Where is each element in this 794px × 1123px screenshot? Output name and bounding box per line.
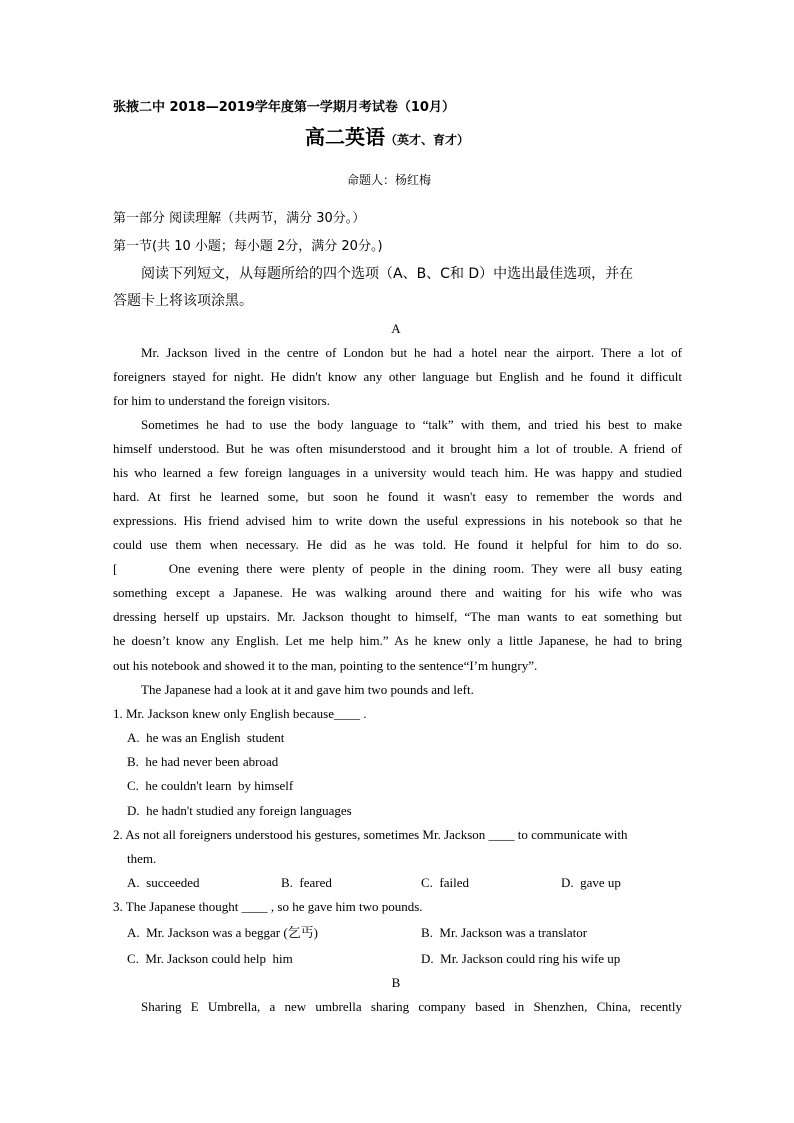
- question-2-stem: 2. As not all foreigners understood his gestures, sometimes Mr. Jackson ____ to communicate with: [113, 827, 628, 842]
- passage-a-line: out his notebook and showed it to the man, pointing to the sentence“I’m hungry”.: [113, 658, 538, 673]
- passage-a-line: could use them when necessary. He did as he was told. He found it helpful for him to do so.: [113, 537, 682, 552]
- question-1-option-d[interactable]: D. he hadn't studied any foreign languages: [127, 803, 352, 818]
- question-1-option-c[interactable]: C. he couldn't learn by himself: [127, 778, 294, 793]
- passage-a-line: Sometimes he had to use the body language to “talk” with them, and tried his best to make: [141, 417, 682, 432]
- question-2-option-c[interactable]: C. failed: [421, 875, 470, 890]
- instruction-line-2: 答题卡上将该项涂黑。: [113, 293, 253, 309]
- passage-b-line: Sharing E Umbrella, a new umbrella sharing company based in Shenzhen, China, recently: [141, 999, 682, 1014]
- passage-a-label: A: [391, 321, 401, 336]
- question-2-stem-continued: them.: [127, 851, 157, 866]
- school-line: 张掖二中 2018—2019学年度第一学期月考试卷（10月）: [113, 100, 455, 115]
- passage-a-line: something except a Japanese. He was walking around there and waiting for his wife who was: [113, 585, 682, 600]
- passage-a-line: [ One evening there were plenty of people in the dining room. They were all busy eating: [113, 561, 682, 576]
- passage-a-line: dressing herself up upstairs. Mr. Jackson thought to himself, “The man wants to eat something but: [113, 609, 682, 624]
- passage-a-line: hard. At first he learned some, but soon he found it wasn't easy to remember the words and: [113, 489, 682, 504]
- question-2-option-a[interactable]: A. succeeded: [127, 875, 200, 890]
- question-1-stem: 1. Mr. Jackson knew only English because____ .: [113, 706, 367, 721]
- passage-a-line: for him to understand the foreign visitors.: [113, 393, 330, 408]
- question-3-option-c[interactable]: C. Mr. Jackson could help him: [127, 951, 293, 966]
- question-3-option-d[interactable]: D. Mr. Jackson could ring his wife up: [421, 951, 621, 966]
- title-main: 高二英语: [305, 125, 385, 149]
- question-1-option-a[interactable]: A. he was an English student: [127, 730, 285, 745]
- passage-a-line: foreigners stayed for night. He didn't know any other language but English and he found it difficult: [113, 369, 682, 384]
- part1-title: 第一部分 阅读理解（共两节，满分 30分。）: [113, 211, 366, 226]
- section1-title: 第一节(共 10 小题；每小题 2分，满分 20分。): [113, 239, 383, 254]
- instruction-line-1: 阅读下列短文，从每题所给的四个选项（A、B、C和 D）中选出最佳选项，并在: [141, 266, 634, 282]
- author-line: 命题人：杨红梅: [347, 173, 432, 187]
- question-3-stem: 3. The Japanese thought ____ , so he gave him two pounds.: [113, 899, 423, 914]
- passage-a-line: himself understood. But he was often misunderstood and it brought him a lot of trouble. A friend of: [113, 441, 682, 456]
- question-3-option-a[interactable]: A. Mr. Jackson was a beggar (乞丐): [127, 925, 318, 940]
- passage-a-line: expressions. His friend advised him to write down the useful expressions in his notebook so that he: [113, 513, 682, 528]
- question-2-option-b[interactable]: B. feared: [281, 875, 332, 890]
- passage-a-line: The Japanese had a look at it and gave him two pounds and left.: [141, 682, 474, 697]
- passage-a-line: he doesn’t know any English. Let me help him.” As he knew only a little Japanese, he had to bring: [113, 633, 682, 648]
- passage-a-line: his who learned a few foreign languages in a university would teach him. He was happy and studied: [113, 465, 682, 480]
- passage-b-label: B: [391, 975, 401, 990]
- question-2-option-d[interactable]: D. gave up: [561, 875, 621, 890]
- passage-a-line: Mr. Jackson lived in the centre of London but he had a hotel near the airport. There a lot of: [141, 345, 682, 360]
- title-sub: （英才、育才）: [385, 133, 470, 147]
- question-1-option-b[interactable]: B. he had never been abroad: [127, 754, 279, 769]
- question-3-option-b[interactable]: B. Mr. Jackson was a translator: [421, 925, 588, 940]
- exam-title: [305, 124, 469, 153]
